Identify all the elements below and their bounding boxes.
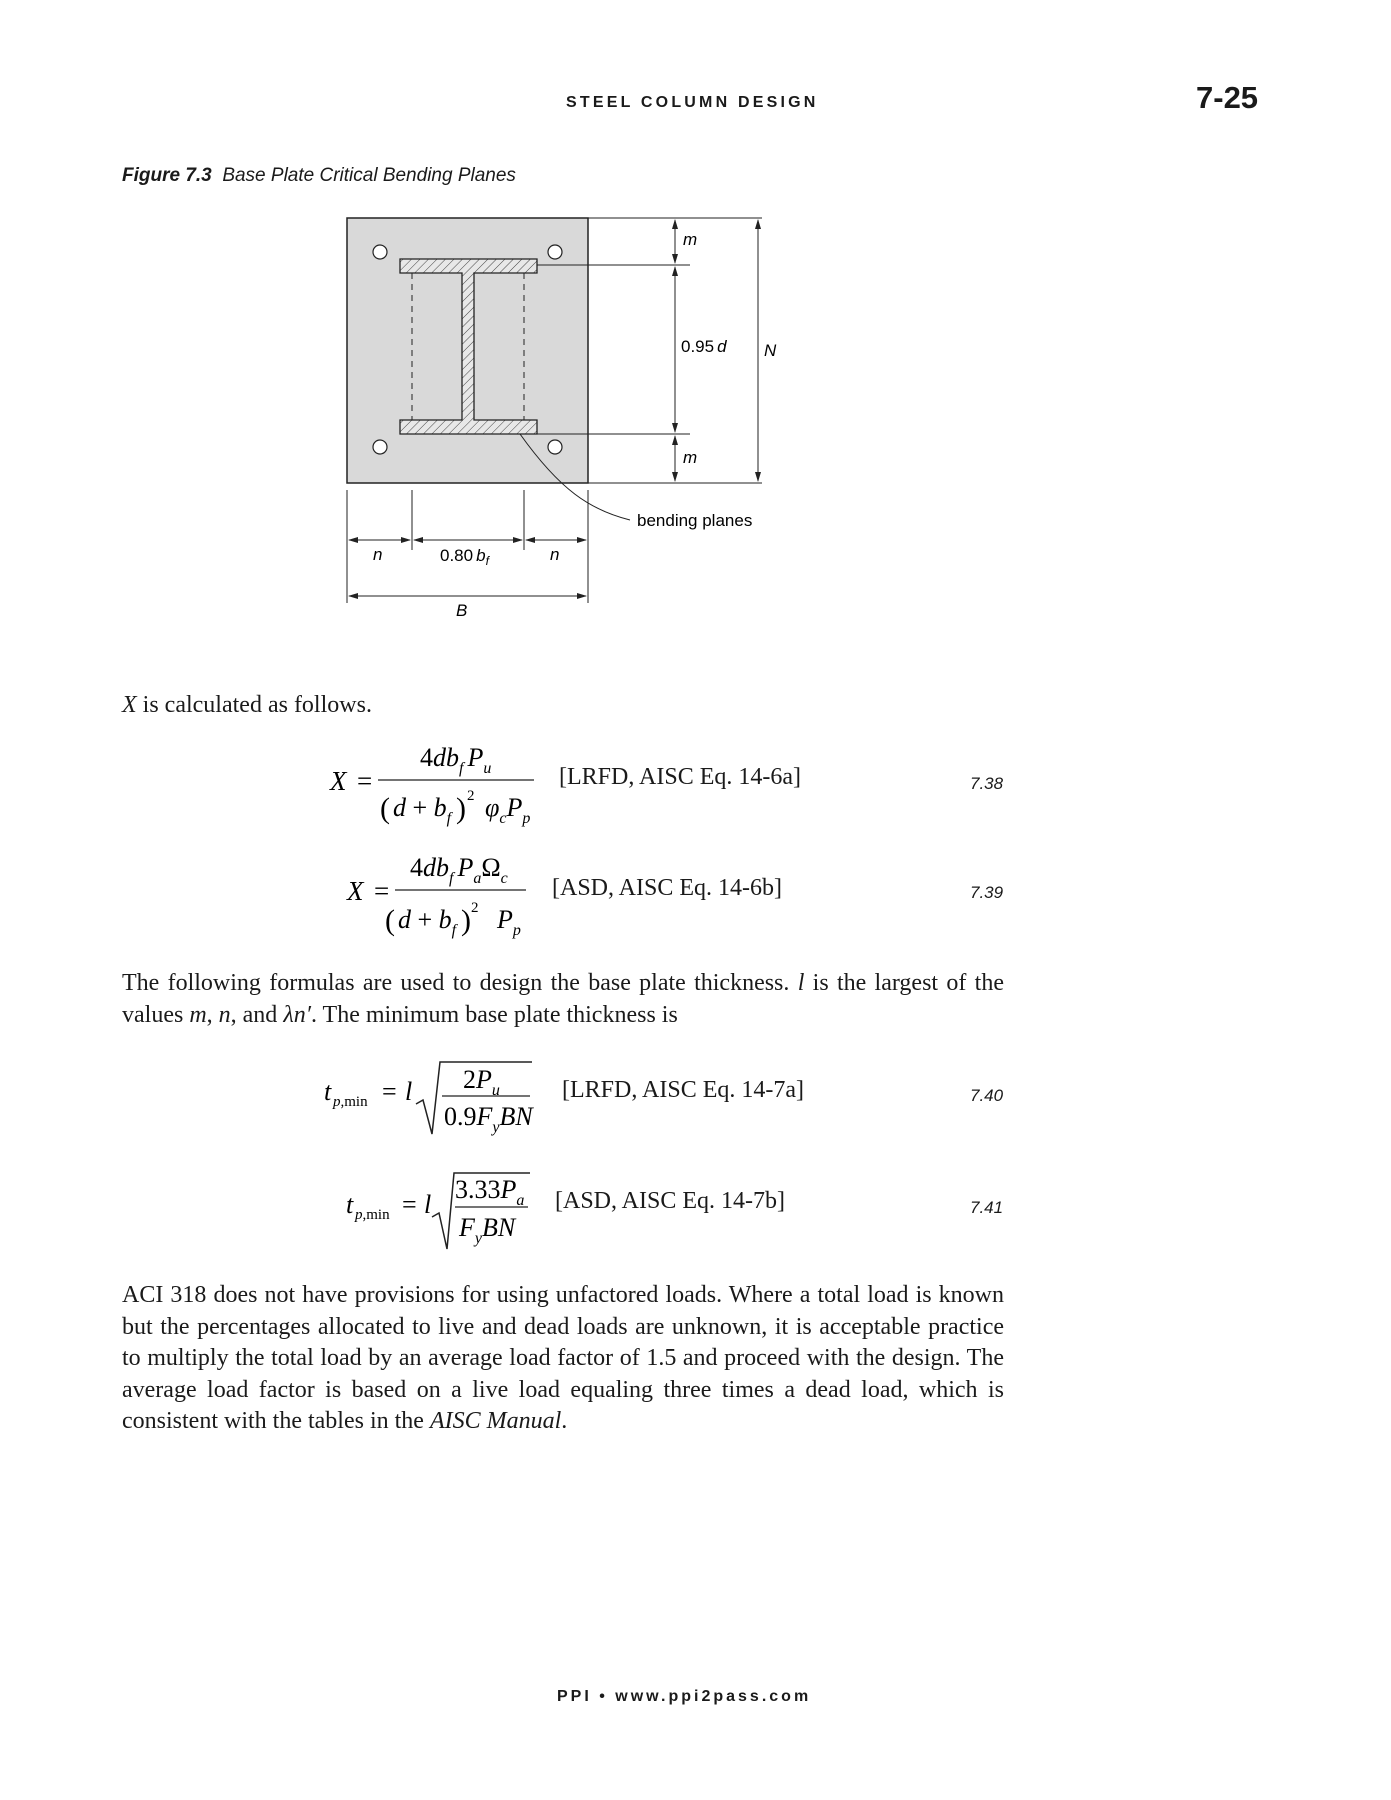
var-m: m xyxy=(189,1001,207,1028)
var-X: X xyxy=(122,692,137,718)
svg-text:): ) xyxy=(461,904,471,937)
svg-text:l: l xyxy=(405,1077,413,1106)
svg-text:(: ( xyxy=(380,792,390,825)
svg-text:4dbfPu: $4db_f$ $P_u$ xyxy=(420,743,492,777)
paragraph-thickness xyxy=(122,968,1004,1031)
label-080bf: 0.80 $b_f$ xyxy=(440,546,489,568)
svg-text:p,min: p,min xyxy=(355,1207,390,1223)
svg-text:2: 2 xyxy=(467,788,475,804)
page-number: 7-25 xyxy=(1196,80,1259,115)
equation-7-39 xyxy=(0,845,1391,955)
svg-text:2Pu: $2P_u$ xyxy=(463,1065,500,1099)
intro-text: is calculated as follows. xyxy=(136,692,372,718)
svg-text:X: X xyxy=(330,766,347,796)
eq-number-7-40: 7.40 xyxy=(970,1086,1004,1105)
label-m-top: m xyxy=(683,230,698,249)
para2-text-d: , and xyxy=(230,1001,284,1028)
svg-text:d + bf: $d + b_f$ xyxy=(398,905,457,939)
var-lambda-n: λn′ xyxy=(283,1001,311,1028)
para2-text-b: is the largest of the values xyxy=(122,970,1004,1028)
svg-text:t: t xyxy=(346,1190,354,1219)
var-n: n xyxy=(218,1001,231,1028)
svg-text:): ) xyxy=(456,792,466,825)
eq-number-7-41: 7.41 xyxy=(970,1198,1004,1217)
label-n-left: n xyxy=(373,545,383,564)
anchor-hole xyxy=(548,245,562,259)
label-n-right: n xyxy=(550,545,560,564)
svg-text:X: X xyxy=(347,876,364,906)
svg-text:FyBN: $F_yBN$ xyxy=(459,1213,516,1247)
paragraph-aci318 xyxy=(122,1280,1004,1438)
para3-text: ACI 318 does not have provisions for using unfactored loads. Where a total load is known but the percentages allocated to live and dead loads are unknown, it is acceptable practice to multiply the total load by an average load factor of 1.5 and proceed with the design. The average load factor is based on a live load equaling three times a dead load, which is consistent with the tables in the xyxy=(122,1282,1004,1434)
svg-text:t: t xyxy=(324,1077,332,1106)
equation-7-41-math xyxy=(0,1165,1391,1265)
svg-text:3.33Pa: $3.33P_a$ xyxy=(455,1175,525,1209)
svg-text:d + bf: $d + b_f$ xyxy=(393,793,452,827)
svg-text:=: = xyxy=(374,876,390,906)
var-l: l xyxy=(797,970,805,996)
label-B: B xyxy=(456,601,468,620)
anchor-hole xyxy=(373,440,387,454)
svg-text:φcPp: $\varphi_cP_p$ xyxy=(485,793,531,827)
svg-text:Pp: $P_p$ xyxy=(497,905,521,939)
equation-7-38 xyxy=(0,730,1391,840)
svg-text:0.9FyBN: $0.9F_yBN$ xyxy=(444,1102,533,1136)
svg-text:4dbfPaΩc: $4db_f$ $P_a\Omega_c$ xyxy=(410,853,508,887)
eq-source-7-40: [LRFD, AISC Eq. 14-7a] xyxy=(562,1077,804,1103)
svg-text:=: = xyxy=(382,1077,397,1106)
label-095d: 0.95 d xyxy=(681,337,727,356)
svg-text:=: = xyxy=(357,766,373,796)
paragraph-x-intro xyxy=(122,690,372,722)
label-N: N xyxy=(764,341,777,360)
svg-text:2: 2 xyxy=(471,900,479,916)
eq-number-7-38: 7.38 xyxy=(970,774,1004,793)
eq-number-7-39: 7.39 xyxy=(970,883,1004,902)
figure-number: Figure 7.3 xyxy=(122,165,212,186)
anchor-hole xyxy=(548,440,562,454)
label-bending-planes: bending planes xyxy=(637,511,753,530)
aisc-manual-ref: AISC Manual xyxy=(429,1408,562,1434)
para3-end: . xyxy=(561,1408,568,1434)
svg-text:=: = xyxy=(402,1190,417,1219)
equation-7-41 xyxy=(0,1165,1391,1265)
equation-7-40 xyxy=(0,1050,1391,1150)
para2-text-a: The following formulas are used to design the base plate thickness. xyxy=(122,970,798,996)
base-plate-diagram xyxy=(0,0,1391,660)
para2-text-e: . The minimum base plate thickness is xyxy=(310,1001,678,1028)
running-header: STEEL COLUMN DESIGN xyxy=(566,94,819,111)
eq-source-7-39: [ASD, AISC Eq. 14-6b] xyxy=(552,875,783,901)
anchor-hole xyxy=(373,245,387,259)
figure-title: Base Plate Critical Bending Planes xyxy=(222,165,516,186)
svg-text:l: l xyxy=(424,1190,432,1219)
svg-text:(: ( xyxy=(385,904,395,937)
para2-text-c: , xyxy=(206,1001,219,1028)
base-plate-figure xyxy=(0,0,1391,660)
footer: PPI • www.ppi2pass.com xyxy=(557,1688,812,1705)
eq-source-7-38: [LRFD, AISC Eq. 14-6a] xyxy=(559,764,801,790)
svg-text:p,min: p,min xyxy=(333,1094,368,1110)
label-m-bottom: m xyxy=(683,448,698,467)
eq-source-7-41: [ASD, AISC Eq. 14-7b] xyxy=(555,1188,786,1214)
